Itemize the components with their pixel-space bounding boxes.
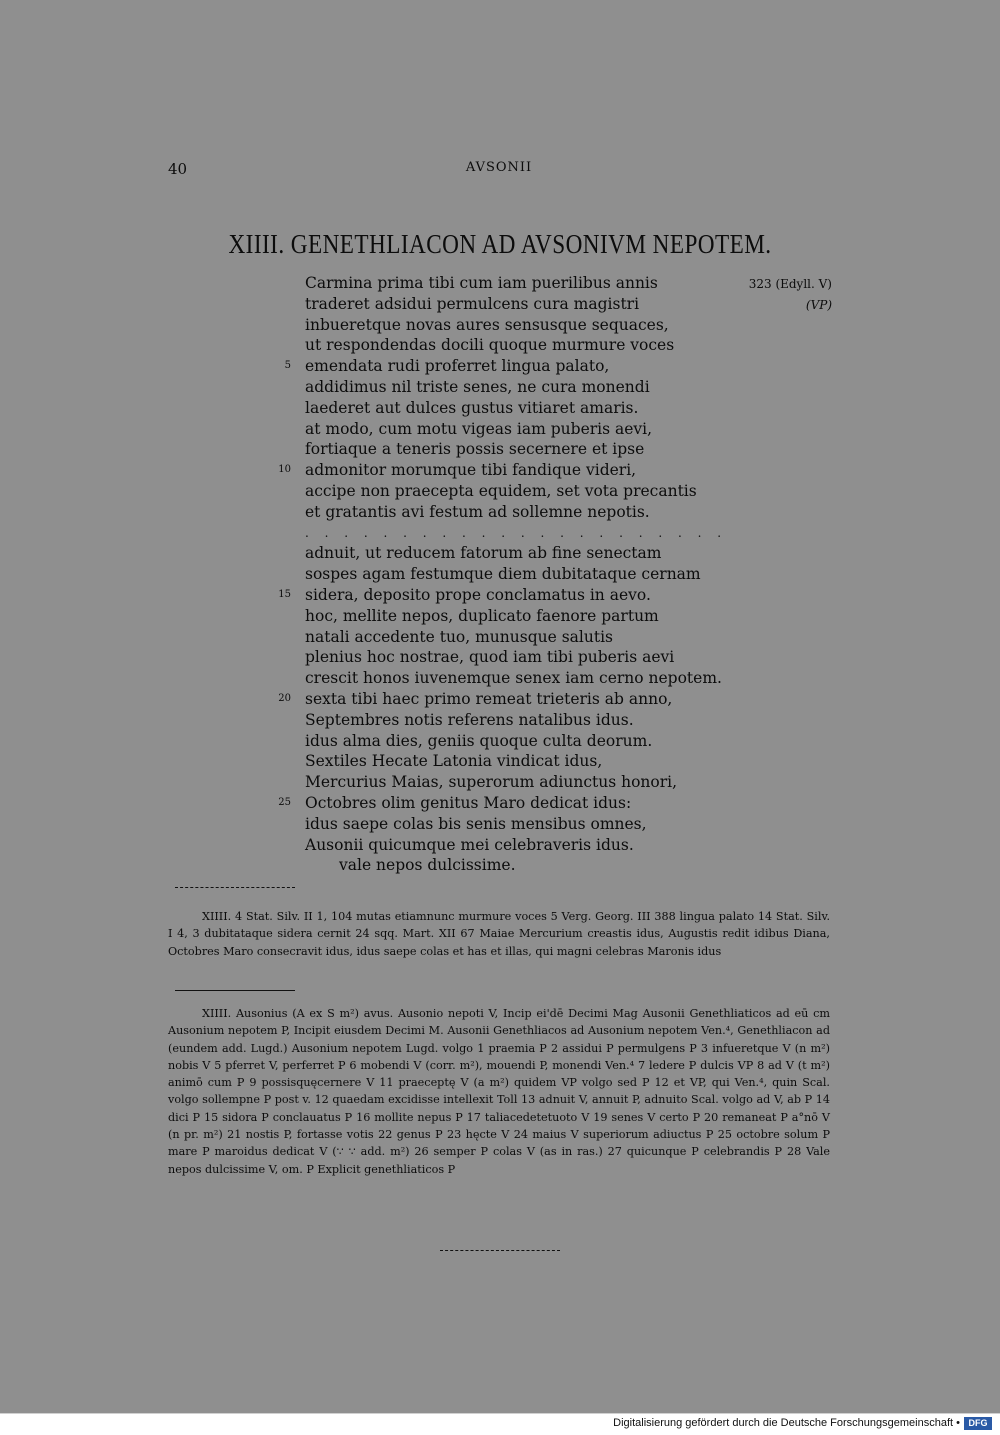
verse-text: Sextiles Hecate Latonia vindicat idus, [305,752,603,771]
verse-line [305,419,725,440]
line-number: 25 [278,796,291,808]
verse-text: admonitor morumque tibi fandique videri, [305,461,637,480]
verse-line [305,335,725,356]
verse-text: Ausonii quicumque mei celebraveris idus. [305,835,634,854]
verse-text: idus saepe colas bis senis mensibus omnes, [305,814,647,833]
verse-text: hoc, mellite nepos, duplicato faenore partum [305,606,659,625]
verse-text: fortiaque a teneris possis secernere et ipse [305,440,645,459]
verse-line [305,543,725,564]
line-number: 15 [278,588,291,600]
verse-text: Carmina prima tibi cum iam puerilibus annis [305,274,658,292]
verse-line [305,523,728,544]
dfg-logo[interactable]: DFG [964,1417,992,1430]
verse-line [305,377,725,398]
verse-line [305,398,725,419]
verse-text: natali accedente tuo, munusque salutis [305,627,613,646]
verse-line [305,439,725,460]
verse-line [305,606,725,627]
source-notes-text: XIIII. 4 Stat. Silv. II 1, 104 mutas etiamnunc murmure voces 5 Verg. Georg. III 388 lingua palato 14 Stat. Silv. I 4, 3 dubitataque sidera cernit 24 sqq. Mart. XII 67 Maiae Mercurium creastis idus, Augustis redit idibus Diana, Octobres Maro consecravit idus, idus saepe colas et has et illas, qui magni celebras Maronis idus [168,910,830,958]
running-title: AVSONII [465,160,533,175]
verse-text: sospes agam festumque diem dubitataque cernam [305,565,701,584]
verse-line [305,273,725,294]
verse-text: sidera, deposito prope conclamatus in aevo. [305,585,651,604]
verse-text: idus alma dies, geniis quoque culta deorum. [305,731,653,750]
footer-text: Digitalisierung gefördert durch die Deutsche Forschungsgemeinschaft • [613,1417,960,1429]
verse-text: . . . . . . . . . . . . . . . . . . . . . . [305,525,728,540]
apparatus-text: XIIII. Ausonius (A ex S m²) avus. Ausonio nepoti V, Incip ei'dē Decimi Mag Ausonii Genethliaticos ad eū cm Ausonium nepotem P, Incipit eiusdem Decimi M. Ausonii Genethliacos ad Ausonium nepotem Ven.⁴, Genethliacon ad (eundem add. Lugd.) Ausonium nepotem Lugd. volgo 1 praemia P 2 assidui P permulgens P 3 infueretque V (n m²) nobis V 5 pferret V, perferret P 6 mobendi V (corr. m²), mouendi P, monendi Ven.⁴ 7 ledere P dulcis VP 8 ad V (t m²) animō cum P 9 possisquęcernere V 11 praeceptę V (a m²) quidem VP volgo sed P 12 et VP, qui Ven.⁴, quin Scal. volgo sollempne P post v. 12 quaedam excidisse intellexit Toll 13 adnuit V, annuit P, adnuito Scal. volgo ad V, ab P 14 dici P 15 sidora P conclauatus P 16 mollite nepus P 17 taliacedetetuoto V 19 senes V certo P 20 remaneat P a°nō V (n pr. m²) 21 nostis P, fortasse votis 22 genus P 23 hęcte V 24 maius V superiorum adiuctus P 25 octobre solum P mare P maroidus dedicat V (∵ ∵ add. m²) 26 semper P colas V (as in ras.) 27 quicunque P celebrandis P 28 Vale nepos dulcissime V, om. P Explicit genethliaticos P [168,1007,830,1176]
verse-line [278,793,725,814]
poem-title: XIIII. GENETHLIACON AD AVSONIVM NEPOTEM. [228,229,772,259]
verse-text: laederet aut dulces gustus vitiaret amaris. [305,398,639,417]
verse-line [278,689,725,710]
line-number: 10 [278,464,291,476]
verse-text: at modo, cum motu vigeas iam puberis aevi, [305,419,653,438]
running-header [168,160,830,182]
verse-text: accipe non praecepta equidem, set vota precantis [305,481,697,500]
verse-line [305,835,725,856]
source-notes [168,908,830,960]
verse-text: addidimus nil triste senes, ne cura monendi [305,377,650,396]
verse-line [305,855,725,876]
verse-text: Septembres notis referens natalibus idus. [305,710,634,729]
verse-line [305,751,725,772]
verse-text: vale nepos dulcissime. [339,856,516,875]
verse-line [305,710,725,731]
verse-text: Mercurius Maias, superorum adiunctus honori, [305,773,678,792]
verse-text: ut respondendas docili quoque murmure voces [305,336,675,355]
verse-text: inbueretque novas aures sensusque sequaces, [305,315,669,334]
verse-text: adnuit, ut reducem fatorum ab fine senectam [305,544,662,563]
verse-line [305,772,725,793]
line-number: 20 [278,692,291,704]
verse-line [305,481,725,502]
verse-block [278,273,728,876]
verse-line [278,460,725,481]
side-note-edyll: 323 (Edyll. V) [748,277,832,291]
verse-line [278,585,725,606]
verse-line [305,668,725,689]
page-number: 40 [168,160,188,178]
verse-line [284,356,725,377]
verse-text: Octobres olim genitus Maro dedicat idus: [305,793,632,812]
verse-text: traderet adsidui permulcens cura magistri [305,294,640,313]
footer-bar [0,1413,1000,1435]
divider-rule [175,887,295,888]
verse-line [305,502,725,523]
verse-line [305,647,725,668]
verse-text: et gratantis avi festum ad sollemne nepotis. [305,502,650,521]
verse-line [305,814,725,835]
critical-apparatus [168,1005,830,1178]
verse-line [305,294,725,315]
line-number: 5 [284,360,291,372]
verse-text: crescit honos iuvenemque senex iam cerno nepotem. [305,669,722,688]
verse-line [305,731,725,752]
verse-text: plenius hoc nostrae, quod iam tibi puberis aevi [305,648,675,667]
divider-rule [175,990,295,991]
verse-text: sexta tibi haec primo remeat trieteris ab anno, [305,689,673,708]
verse-line [305,315,725,336]
end-rule [440,1250,560,1251]
verse-line [305,627,725,648]
verse-line [305,564,725,585]
side-note-sigla: (VP) [805,298,832,312]
verse-text: emendata rudi proferret lingua palato, [305,357,610,376]
